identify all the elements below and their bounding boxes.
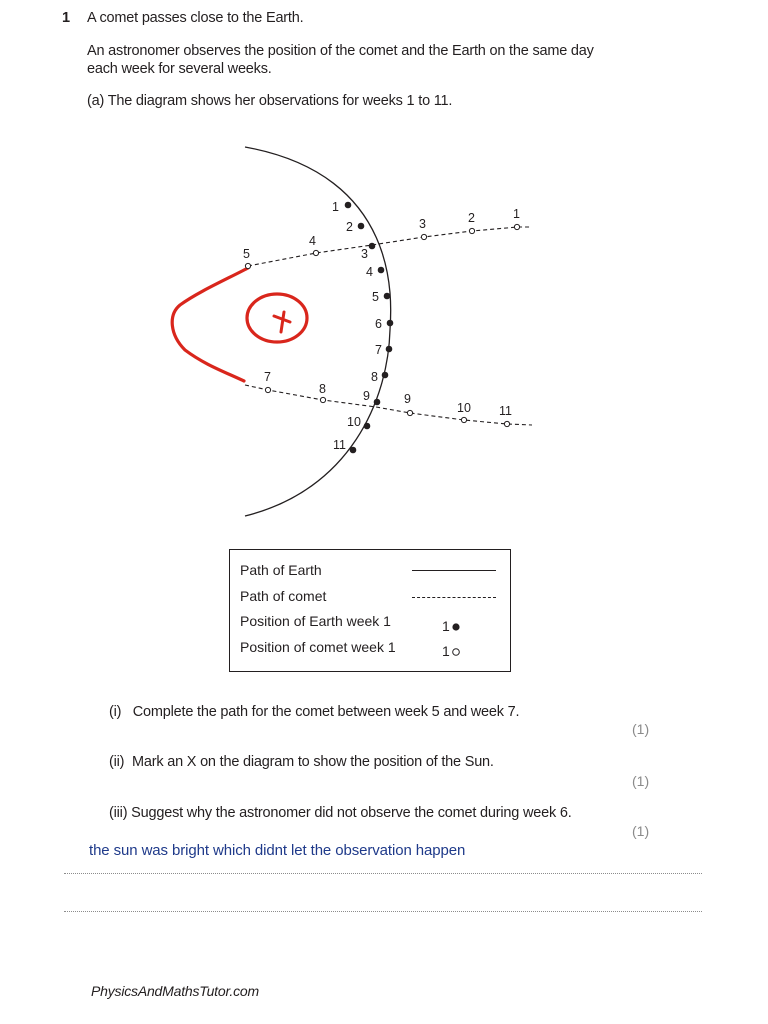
earth-position-dot: [386, 346, 393, 353]
earth-week-label: 11: [333, 438, 346, 452]
marks-i: (1): [632, 721, 650, 737]
key-label-path-earth: Path of Earth: [240, 562, 322, 578]
comet-week-label: 8: [319, 382, 326, 396]
earth-week-label: 10: [347, 415, 361, 429]
part-a-text: (a) The diagram shows her observations for weeks 1 to 11.: [87, 93, 453, 109]
earth-position-dot: [364, 423, 371, 430]
marks-ii: (1): [632, 773, 650, 789]
subquestion-iii: (iii) Suggest why the astronomer did not observe the comet during week 6.: [109, 805, 572, 821]
earth-week-label: 4: [366, 265, 373, 279]
comet-week-label: 1: [513, 207, 520, 221]
comet-week-label: 4: [309, 234, 316, 248]
key-label-position-comet: Position of comet week 1: [240, 639, 396, 655]
key-label-position-earth: Position of Earth week 1: [240, 613, 391, 629]
comet-position-circle: [461, 417, 466, 422]
earth-position-dot: [382, 372, 389, 379]
key-earth-symbol-number: 1: [442, 618, 450, 634]
key-dashed-line-sample: [412, 597, 496, 598]
comet-week-label: 10: [457, 401, 471, 415]
filled-dot-icon: [451, 622, 461, 632]
comet-position-circle: [421, 234, 426, 239]
earth-week-label: 3: [361, 247, 368, 261]
comet-position-circle: [469, 228, 474, 233]
key-solid-line-sample: [412, 570, 496, 571]
student-answer-text: the sun was bright which didnt let the observation happen: [89, 842, 466, 859]
earth-position-dot: [387, 320, 394, 327]
earth-week-label: 9: [363, 389, 370, 403]
earth-position-dot: [358, 223, 365, 230]
student-comet-path-annotation: [172, 268, 248, 381]
earth-position-dot: [374, 399, 381, 406]
marks-iii: (1): [632, 823, 650, 839]
open-circle-icon: [451, 647, 461, 657]
earth-position-dot: [378, 267, 385, 274]
earth-week-label: 2: [346, 220, 353, 234]
answer-line: [64, 911, 702, 912]
comet-week-label: 11: [499, 404, 512, 418]
earth-position-dot: [369, 243, 376, 250]
subquestion-i: (i) Complete the path for the comet between week 5 and week 7.: [109, 704, 520, 720]
earth-week-label: 6: [375, 317, 382, 331]
question-number: 1: [62, 10, 70, 26]
earth-week-labels: [332, 200, 382, 452]
comet-position-circle: [504, 421, 509, 426]
earth-position-dot: [350, 447, 357, 454]
key-earth-symbol: [442, 618, 461, 634]
earth-week-label: 1: [332, 200, 339, 214]
comet-week-label: 5: [243, 247, 250, 261]
earth-week-label: 7: [375, 343, 382, 357]
earth-week-label: 5: [372, 290, 379, 304]
comet-position-circle: [313, 250, 318, 255]
comet-position-circle: [245, 263, 250, 268]
footer-site-name: PhysicsAndMathsTutor.com: [91, 983, 259, 999]
earth-position-dot: [384, 293, 391, 300]
diagram-key: [229, 549, 511, 672]
question-paragraph-line-2: each week for several weeks.: [87, 61, 272, 77]
comet-path-lower: [245, 385, 532, 425]
comet-week-label: 9: [404, 392, 411, 406]
key-comet-symbol: [442, 643, 461, 659]
comet-week-label: 3: [419, 217, 426, 231]
question-paragraph-line-1: An astronomer observes the position of the comet and the Earth on the same day: [87, 43, 594, 59]
comet-path-upper: [248, 227, 532, 266]
subquestion-ii: (ii) Mark an X on the diagram to show the position of the Sun.: [109, 754, 494, 770]
comet-week-label: 7: [264, 370, 271, 384]
earth-orbit-arc: [245, 147, 391, 516]
answer-line: [64, 873, 702, 874]
earth-position-dot: [345, 202, 352, 209]
comet-position-circle: [514, 224, 519, 229]
question-intro: A comet passes close to the Earth.: [87, 10, 304, 26]
key-label-path-comet: Path of comet: [240, 588, 327, 604]
earth-week-label: 8: [371, 370, 378, 384]
comet-position-circle: [407, 410, 412, 415]
comet-position-circle: [265, 387, 270, 392]
student-sun-x-annotation: [274, 312, 290, 332]
comet-week-label: 2: [468, 211, 475, 225]
key-comet-symbol-number: 1: [442, 643, 450, 659]
comet-position-circle: [320, 397, 325, 402]
